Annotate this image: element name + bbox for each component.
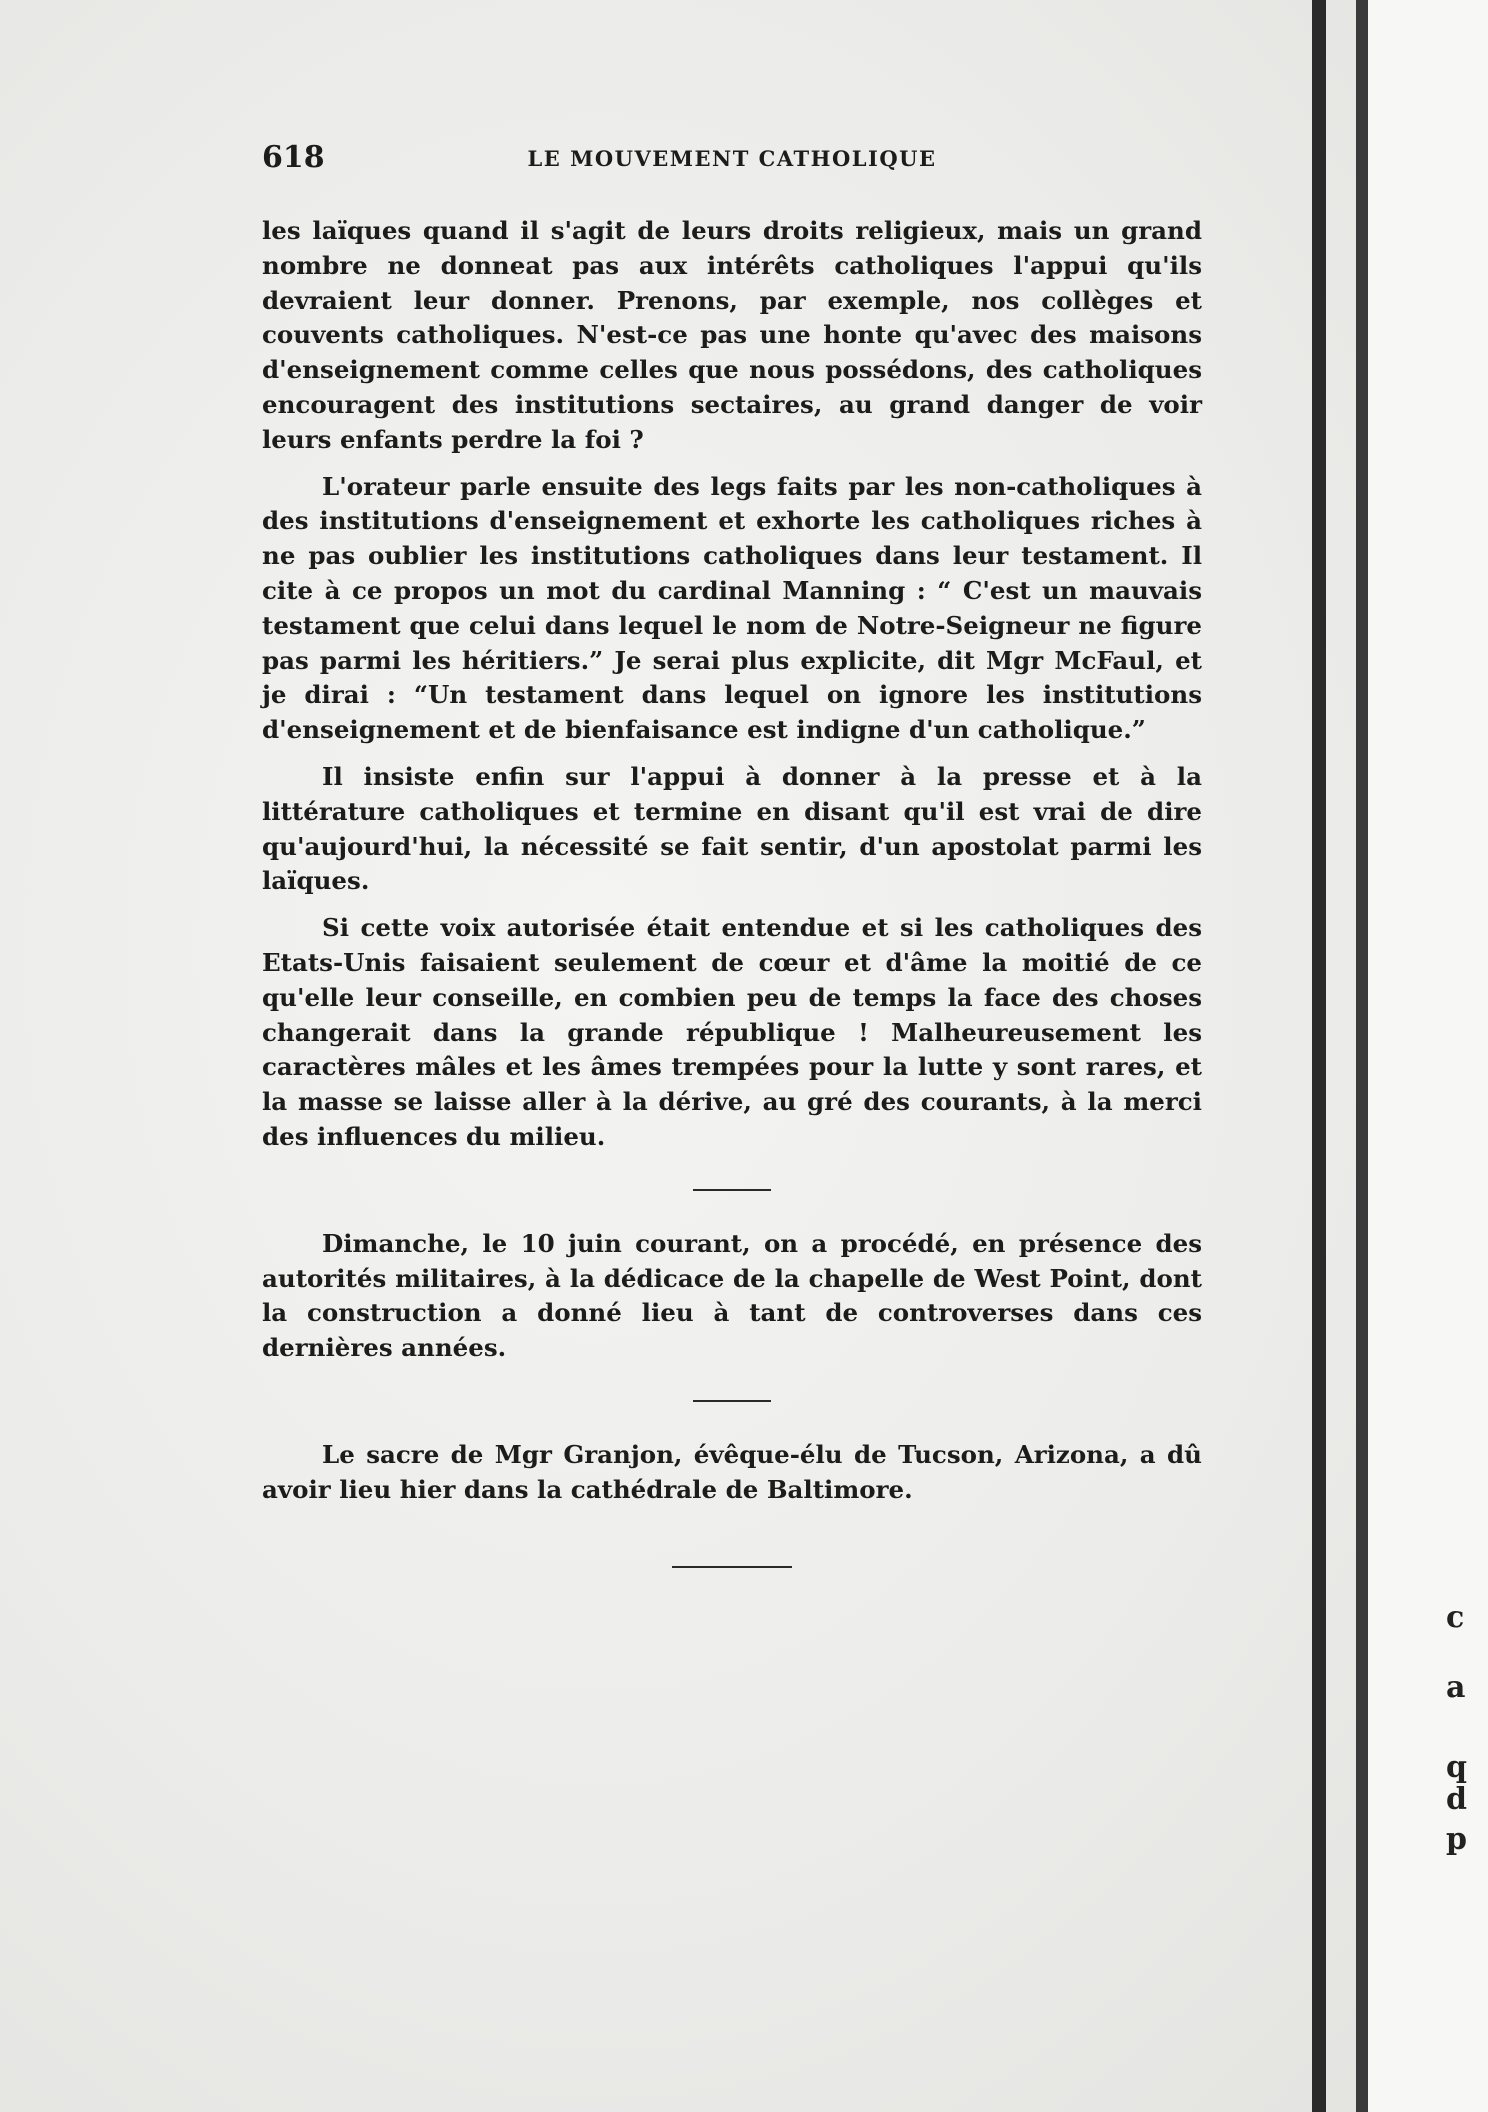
- paragraph-west-point: Dimanche, le 10 juin courant, on a procédé, en présence des autorités militaires, à la dédicace de la chapelle de West Point, dont la construction a donné lieu à tant de controverses dans ces dernières années.: [262, 1228, 1202, 1363]
- paragraph-continued: les laïques quand il s'agit de leurs droits religieux, mais un grand nombre ne donneat pas aux intérêts catholiques l'appui qu'ils devraient leur donner. Prenons, par exemple, nos collèges et couvents catholiques. N'est-ce pas une honte qu'avec des maisons d'enseignement comme celles que nous possédons, des catholiques encouragent des institutions sectaires, au grand danger de voir leurs enfants perdre la foi ?: [262, 216, 1202, 454]
- edge-letter: c: [1446, 1600, 1465, 1635]
- paragraph-insiste: Il insiste enfin sur l'appui à donner à la presse et à la littérature catholiques et termine en disant qu'il est vrai de dire qu'aujourd'hui, la nécessité se fait sentir, d'un apostolat parmi les laïques.: [262, 761, 1202, 896]
- page-number: 618: [262, 140, 325, 175]
- book-page: [262, 140, 1202, 1604]
- end-divider: [672, 1566, 792, 1568]
- paragraph-orateur: L'orateur parle ensuite des legs faits par les non-catholiques à des institutions d'enseignement et exhorte les catholiques riches à ne pas oublier les institutions catholiques dans leur testament. Il cite à ce propos un mot du cardinal Manning : “ C'est un mauvais testament que celui dans lequel le nom de Notre-Seigneur ne figure pas parmi les héritiers.” Je serai plus explicite, dit Mgr McFaul, et je dirai : “Un testament dans lequel on ignore les institutions d'enseignement et de bienfaisance est indigne d'un catholique.”: [262, 471, 1202, 745]
- edge-letter: q: [1446, 1750, 1467, 1785]
- facing-page-edge-shadow: [1356, 0, 1368, 2112]
- binding-gutter-shadow: [1312, 0, 1326, 2112]
- page-header: [262, 140, 1202, 184]
- paragraph-voix-autorisee: Si cette voix autorisée était entendue et si les catholiques des Etats-Unis faisaient seulement de cœur et d'âme la moitié de ce qu'elle leur conseille, en combien peu de temps la face des choses changerait dans la grande république ! Malheureusement les caractères mâles et les âmes trempées pour la lutte y sont rares, et la masse se laisse aller à la dérive, au gré des courants, à la merci des influences du milieu.: [262, 913, 1202, 1151]
- section-divider: [693, 1189, 771, 1191]
- section-divider: [693, 1400, 771, 1402]
- edge-letter: p: [1446, 1822, 1467, 1857]
- paragraph-granjon: Le sacre de Mgr Granjon, évêque-élu de Tucson, Arizona, a dû avoir lieu hier dans la cathédrale de Baltimore.: [262, 1439, 1202, 1504]
- facing-page-margin: [1368, 0, 1488, 2112]
- edge-letter: a: [1446, 1670, 1466, 1705]
- running-title: LE MOUVEMENT CATHOLIQUE: [527, 146, 937, 171]
- edge-letter: d: [1446, 1782, 1467, 1817]
- body-text: [262, 214, 1202, 1568]
